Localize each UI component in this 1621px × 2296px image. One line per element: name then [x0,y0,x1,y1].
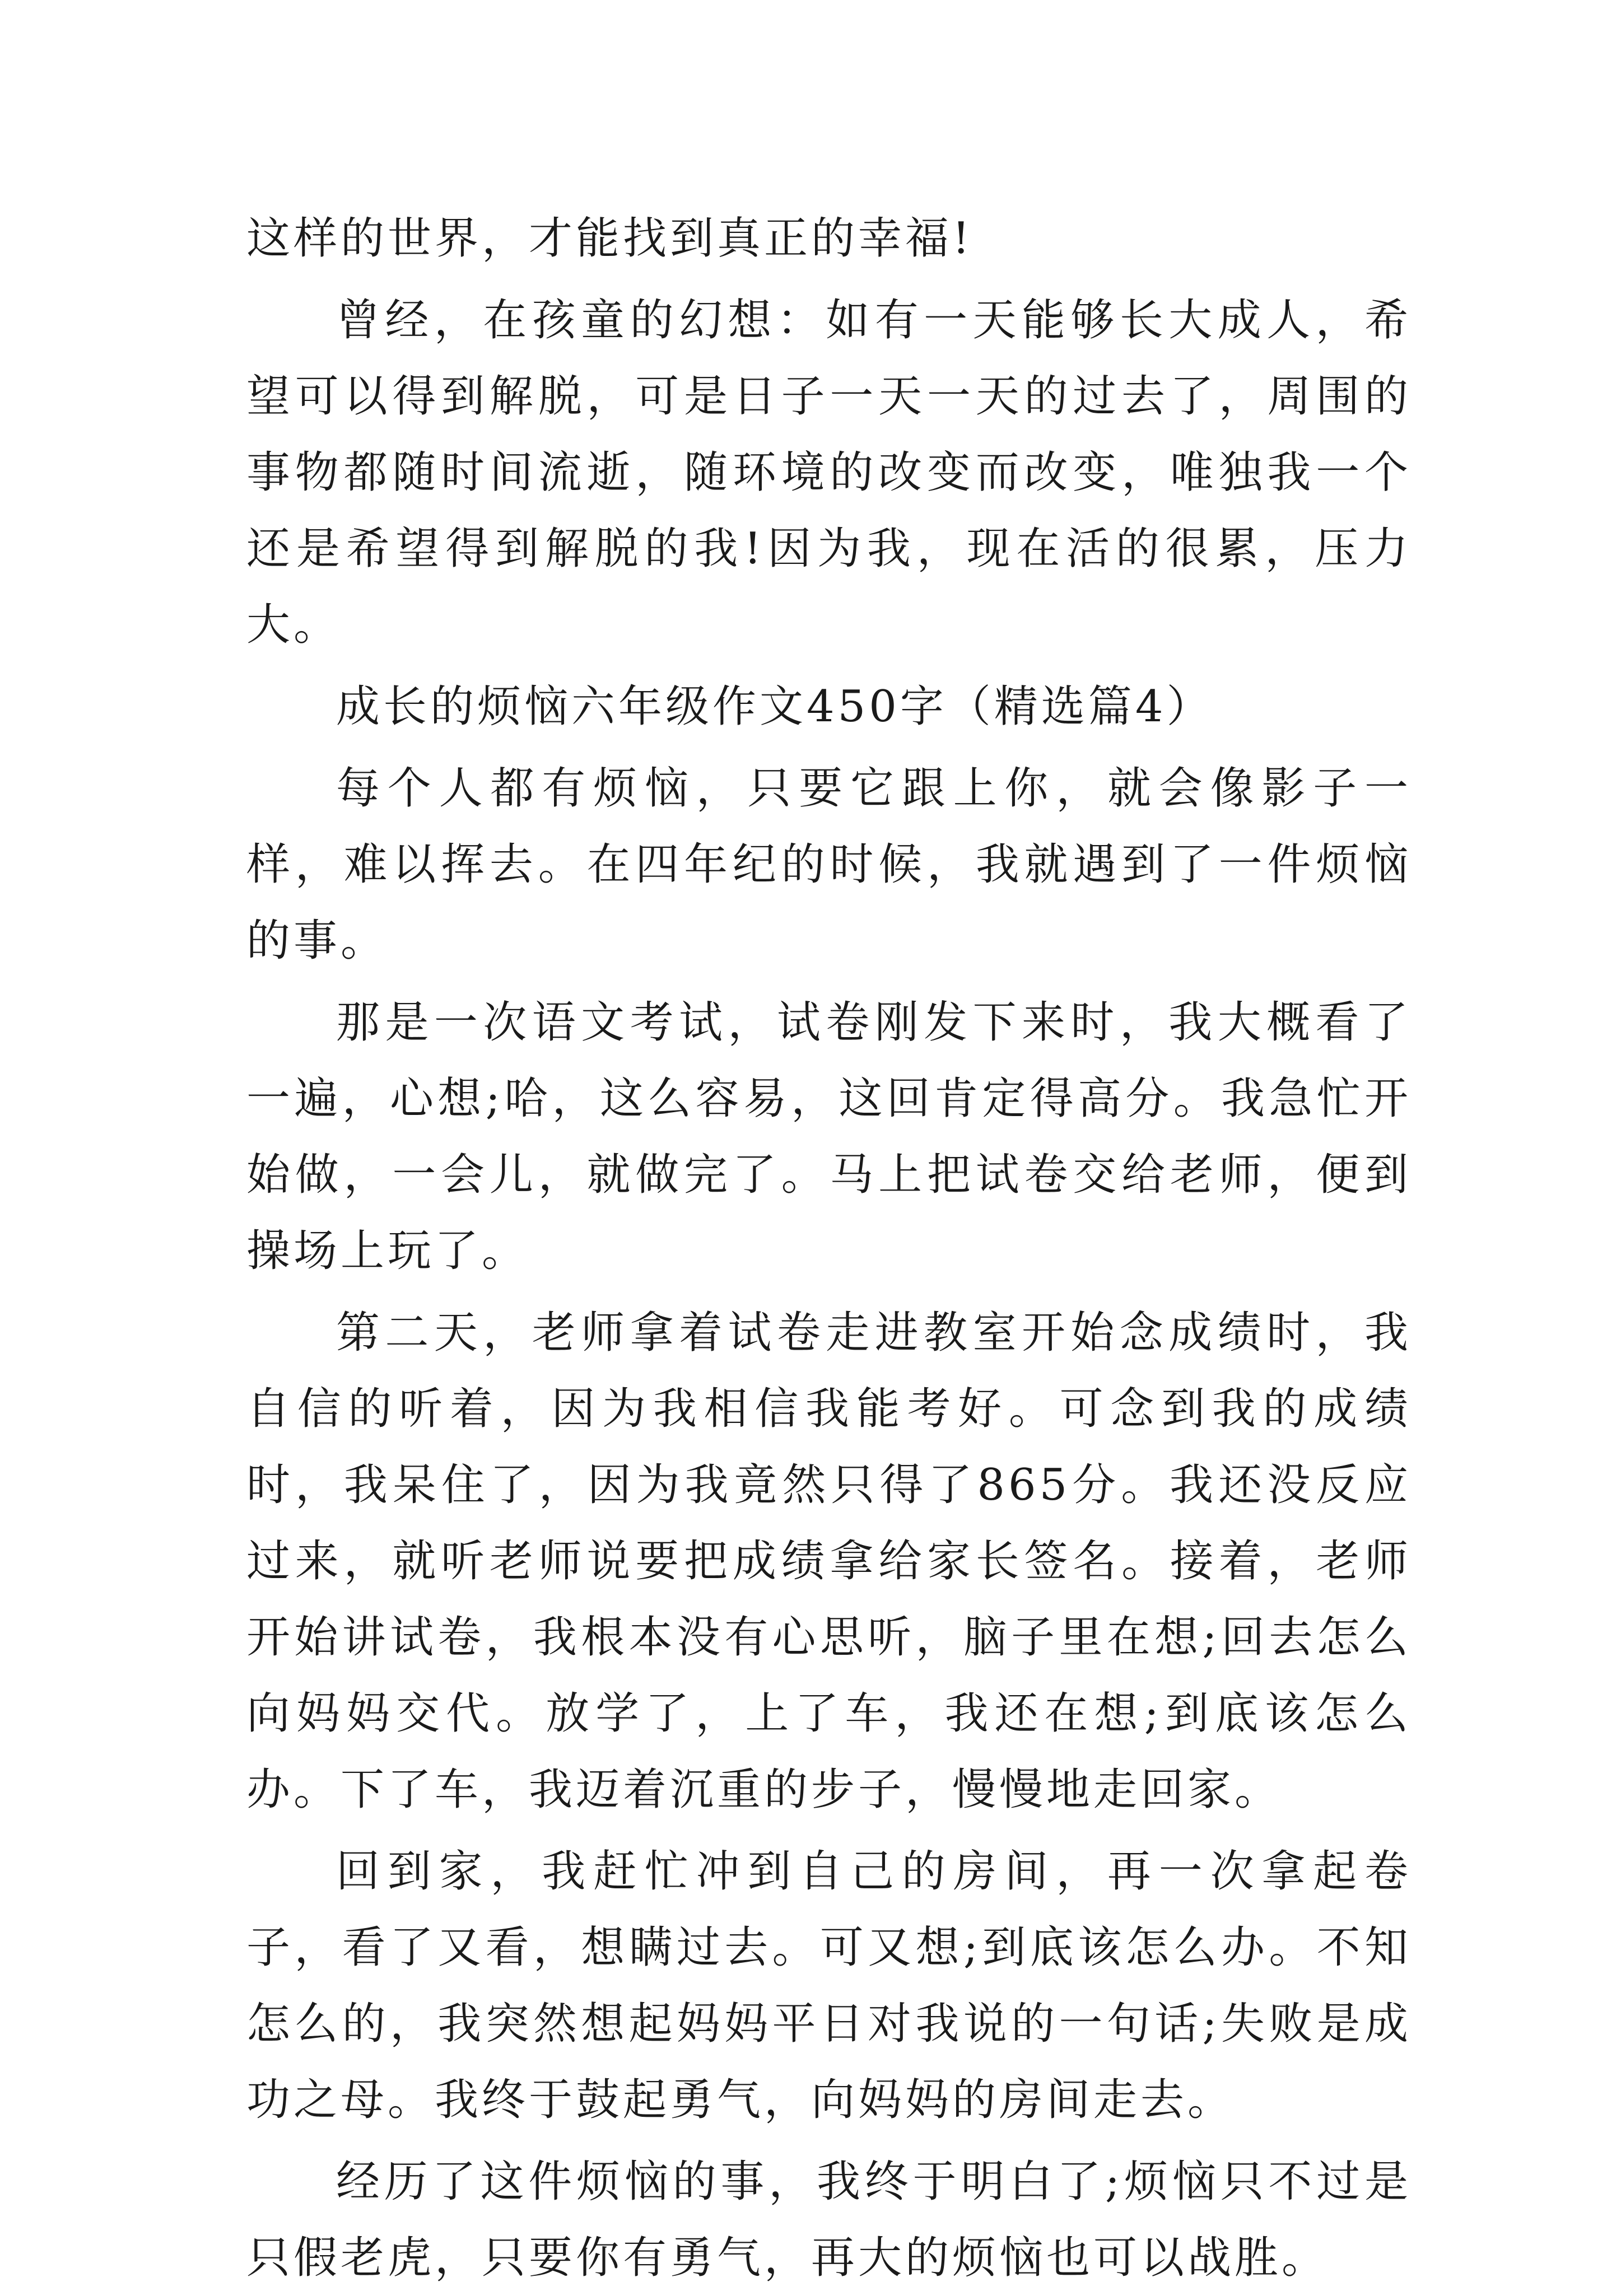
paragraph-second-day: 第二天，老师拿着试卷走进教室开始念成绩时，我自信的听着，因为我相信我能考好。可念到我的成绩时，我呆住了，因为我竟然只得了865分。我还没反应过来，就听老师说要把成绩拿给家长签名。接着，老师开始讲试卷，我根本没有心思听，脑子里在想;回去怎么向妈妈交代。放学了，上了车，我还在想;到底该怎么办。下了车，我迈着沉重的步子，慢慢地走回家。 [246,1308,1412,1815]
paragraph-conclusion: 经历了这件烦恼的事，我终于明白了;烦恼只不过是只假老虎，只要你有勇气，再大的烦恼也可以战胜。 [246,2157,1412,2283]
paragraph-back-home: 回到家，我赶忙冲到自己的房间，再一次拿起卷子，看了又看，想瞒过去。可又想;到底该怎么办。不知怎么的，我突然想起妈妈平日对我说的一句话;失败是成功之母。我终于鼓起勇气，向妈妈的房间走去。 [246,1846,1412,2125]
paragraph-everyone-has-worries: 每个人都有烦恼，只要它跟上你，就会像影子一样，难以挥去。在四年纪的时候，我就遇到了一件烦恼的事。 [246,763,1412,966]
paragraph-continuation: 这样的世界，才能找到真正的幸福! [246,213,973,264]
paragraph-exam: 那是一次语文考试，试卷刚发下来时，我大概看了一遍，心想;哈，这么容易，这回肯定得高分。我急忙开始做，一会儿，就做完了。马上把试卷交给老师，便到操场上玩了。 [246,997,1412,1276]
essay-heading: 成长的烦恼六年级作文450字（精选篇4） [336,682,1214,732]
essay-text-body [246,200,1412,2296]
paragraph-childhood-fantasy: 曾经，在孩童的幻想：如有一天能够长大成人，希望可以得到解脱，可是日子一天一天的过去了，周围的事物都随时间流逝，随环境的改变而改变，唯独我一个还是希望得到解脱的我!因为我，现在活的很累，压力大。 [246,295,1412,650]
